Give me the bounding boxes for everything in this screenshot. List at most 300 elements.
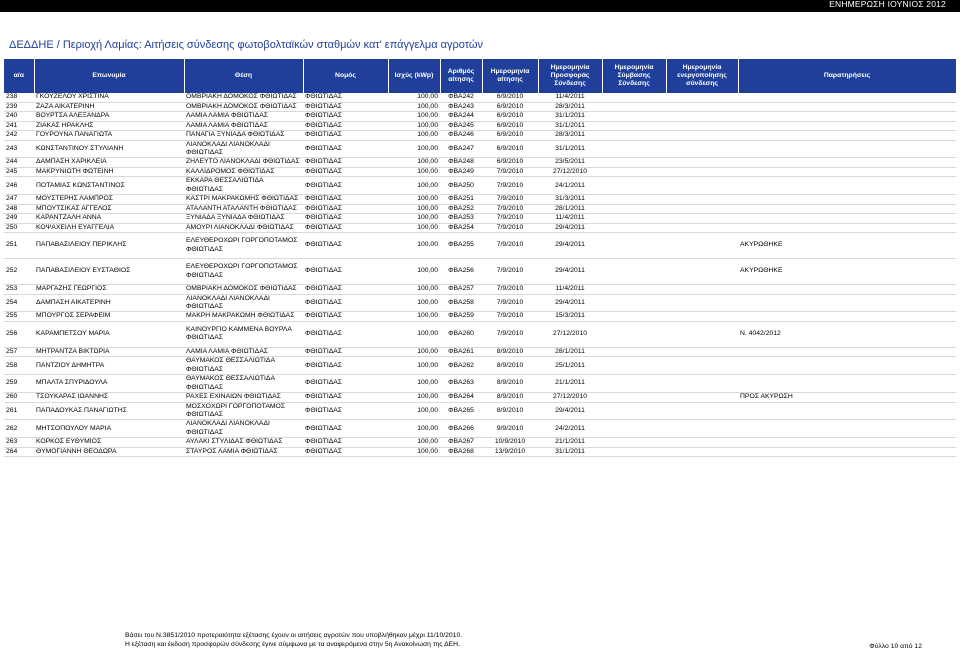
- table-row: [4, 285, 956, 295]
- cell-activation-date: [666, 121, 738, 131]
- cell-name: ΜΑΚΡΥΝΙΩΤΗ ΦΩΤΕΙΝΗ: [34, 167, 184, 177]
- cell-power: 100,00: [388, 214, 440, 224]
- cell-activation-date: [666, 402, 738, 420]
- table-row: [4, 259, 956, 285]
- cell-activation-date: [666, 131, 738, 141]
- cell-aa: 242: [4, 131, 34, 141]
- cell-notes: [738, 402, 956, 420]
- cell-aa: 243: [4, 140, 34, 158]
- col-header-app-date: Ημερομηνία αίτησης: [482, 59, 538, 93]
- cell-activation-date: [666, 294, 738, 312]
- cell-name: ΤΣΟΥΚΑΡΑΣ ΙΩΑΝΝΗΣ: [34, 393, 184, 403]
- cell-name: ΜΟΥΣΤΕΡΗΣ ΛΑΜΠΡΟΣ: [34, 195, 184, 205]
- footer-line-1: Βάσει του Ν.3851/2010 προτεραιότητα εξέτασης έχουν οι αιτήσεις αγροτών που υποβλήθηκαν μέχρι 11/10/2010.: [125, 632, 463, 639]
- cell-contract-date: [602, 167, 666, 177]
- cell-aa: 250: [4, 223, 34, 233]
- table-row: [4, 375, 956, 393]
- table-row: [4, 158, 956, 168]
- cell-activation-date: [666, 312, 738, 322]
- col-header-name: Επωνυμία: [34, 59, 184, 93]
- cell-location: ΑΤΑΛΑΝΤΗ ΑΤΑΛΑΝΤΗ ΦΘΙΩΤΙΔΑΣ: [184, 204, 303, 214]
- cell-app-number: ΦΒΑ263: [440, 375, 482, 393]
- cell-notes: ΑΚΥΡΩΘΗΚΕ: [738, 259, 956, 285]
- cell-location: ΜΑΚΡΗ ΜΑΚΡΑΚΩΜΗ ΦΘΙΩΤΙΔΑΣ: [184, 312, 303, 322]
- cell-contract-date: [602, 102, 666, 112]
- cell-contract-date: [602, 233, 666, 259]
- cell-app-number: ΦΒΑ243: [440, 102, 482, 112]
- cell-prefecture: ΦΘΙΩΤΙΔΑΣ: [303, 402, 388, 420]
- cell-offer-date: 25/1/2011: [538, 357, 602, 375]
- cell-location: ΕΛΕΥΘΕΡΟΧΩΡΙ ΓΟΡΓΟΠΟΤΑΜΟΣ ΦΘΙΩΤΙΔΑΣ: [184, 259, 303, 285]
- cell-power: 100,00: [388, 312, 440, 322]
- cell-power: 100,00: [388, 347, 440, 357]
- table-row: [4, 167, 956, 177]
- cell-power: 100,00: [388, 233, 440, 259]
- cell-name: ΠΑΝΤΖΙΟΥ ΔΗΜΗΤΡΑ: [34, 357, 184, 375]
- page-number: Φύλλο 10 από 12: [869, 643, 922, 650]
- table-row: [4, 177, 956, 195]
- cell-contract-date: [602, 447, 666, 457]
- cell-notes: [738, 447, 956, 457]
- cell-app-date: 6/9/2010: [482, 131, 538, 141]
- cell-notes: [738, 93, 956, 102]
- cell-aa: 253: [4, 285, 34, 295]
- cell-aa: 246: [4, 177, 34, 195]
- footer-notes: [125, 632, 462, 650]
- cell-app-date: 7/9/2010: [482, 204, 538, 214]
- cell-location: ΛΙΑΝΟΚΛΑΔΙ ΛΙΑΝΟΚΛΑΔΙ ΦΘΙΩΤΙΔΑΣ: [184, 420, 303, 438]
- cell-power: 100,00: [388, 375, 440, 393]
- cell-app-date: 6/9/2010: [482, 158, 538, 168]
- table-row: [4, 112, 956, 122]
- cell-app-number: ΦΒΑ255: [440, 233, 482, 259]
- cell-offer-date: 27/12/2010: [538, 321, 602, 347]
- cell-name: ΔΑΜΠΑΣΗ ΧΑΡΙΚΛΕΙΑ: [34, 158, 184, 168]
- cell-power: 100,00: [388, 294, 440, 312]
- cell-contract-date: [602, 420, 666, 438]
- cell-prefecture: ΦΘΙΩΤΙΔΑΣ: [303, 420, 388, 438]
- cell-app-number: ΦΒΑ264: [440, 393, 482, 403]
- cell-contract-date: [602, 140, 666, 158]
- cell-activation-date: [666, 321, 738, 347]
- cell-activation-date: [666, 195, 738, 205]
- page-title: ΔΕΔΔΗΕ / Περιοχή Λαμίας: Αιτήσεις σύνδεσης φωτοβολταϊκών σταθμών κατ' επάγγελμα αγροτών: [9, 39, 484, 51]
- cell-prefecture: ΦΘΙΩΤΙΔΑΣ: [303, 438, 388, 448]
- cell-contract-date: [602, 121, 666, 131]
- cell-activation-date: [666, 167, 738, 177]
- cell-prefecture: ΦΘΙΩΤΙΔΑΣ: [303, 285, 388, 295]
- cell-location: ΘΑΥΜΑΚΟΣ ΘΕΣΣΑΛΙΩΤΙΔΑ ΦΘΙΩΤΙΔΑΣ: [184, 357, 303, 375]
- cell-prefecture: ΦΘΙΩΤΙΔΑΣ: [303, 393, 388, 403]
- cell-app-number: ΦΒΑ256: [440, 259, 482, 285]
- cell-name: ΓΟΥΡΟΥΝΑ ΠΑΝΑΓΙΩΤΑ: [34, 131, 184, 141]
- cell-name: ΒΟΥΡΤΣΑ ΑΛΕΞΑΝΔΡΑ: [34, 112, 184, 122]
- cell-power: 100,00: [388, 195, 440, 205]
- cell-offer-date: 31/1/2011: [538, 121, 602, 131]
- cell-app-number: ΦΒΑ259: [440, 312, 482, 322]
- table-row: [4, 393, 956, 403]
- cell-offer-date: 28/1/2011: [538, 347, 602, 357]
- cell-app-date: 10/9/2010: [482, 438, 538, 448]
- cell-aa: 256: [4, 321, 34, 347]
- cell-prefecture: ΦΘΙΩΤΙΔΑΣ: [303, 223, 388, 233]
- cell-offer-date: 31/3/2011: [538, 195, 602, 205]
- cell-app-date: 7/9/2010: [482, 321, 538, 347]
- cell-offer-date: 11/4/2011: [538, 285, 602, 295]
- cell-prefecture: ΦΘΙΩΤΙΔΑΣ: [303, 312, 388, 322]
- table-row: [4, 223, 956, 233]
- cell-offer-date: 11/4/2011: [538, 93, 602, 102]
- cell-app-date: 7/9/2010: [482, 195, 538, 205]
- cell-location: ΑΥΛΑΚΙ ΣΤΥΛΙΔΑΣ ΦΘΙΩΤΙΔΑΣ: [184, 438, 303, 448]
- cell-location: ΟΜΒΡΙΑΚΗ ΔΟΜΟΚΟΣ ΦΘΙΩΤΙΔΑΣ: [184, 102, 303, 112]
- cell-app-number: ΦΒΑ245: [440, 121, 482, 131]
- cell-location: ΟΜΒΡΙΑΚΗ ΔΟΜΟΚΟΣ ΦΘΙΩΤΙΔΑΣ: [184, 285, 303, 295]
- cell-contract-date: [602, 214, 666, 224]
- cell-power: 100,00: [388, 102, 440, 112]
- cell-aa: 262: [4, 420, 34, 438]
- cell-app-number: ΦΒΑ242: [440, 93, 482, 102]
- cell-offer-date: 31/1/2011: [538, 140, 602, 158]
- cell-contract-date: [602, 177, 666, 195]
- table-row: [4, 294, 956, 312]
- cell-name: ΜΠΑΛΤΑ ΣΠΥΡΙΔΟΥΛΑ: [34, 375, 184, 393]
- cell-contract-date: [602, 158, 666, 168]
- cell-prefecture: ΦΘΙΩΤΙΔΑΣ: [303, 121, 388, 131]
- cell-app-number: ΦΒΑ250: [440, 177, 482, 195]
- cell-power: 100,00: [388, 447, 440, 457]
- cell-notes: Ν. 4042/2012: [738, 321, 956, 347]
- cell-notes: [738, 112, 956, 122]
- cell-power: 100,00: [388, 93, 440, 102]
- cell-notes: [738, 347, 956, 357]
- table-row: [4, 195, 956, 205]
- cell-activation-date: [666, 204, 738, 214]
- cell-aa: 261: [4, 402, 34, 420]
- cell-location: ΜΟΣΧΟΧΩΡΙ ΓΟΡΓΟΠΟΤΑΜΟΣ ΦΘΙΩΤΙΔΑΣ: [184, 402, 303, 420]
- cell-name: ΜΗΤΡΑΝΤΖΑ ΒΙΚΤΩΡΙΑ: [34, 347, 184, 357]
- cell-prefecture: ΦΘΙΩΤΙΔΑΣ: [303, 321, 388, 347]
- cell-offer-date: 24/2/2011: [538, 420, 602, 438]
- cell-aa: 264: [4, 447, 34, 457]
- cell-app-date: 7/9/2010: [482, 223, 538, 233]
- cell-notes: [738, 438, 956, 448]
- cell-notes: [738, 158, 956, 168]
- cell-location: ΛΑΜΙΑ ΛΑΜΙΑ ΦΘΙΩΤΙΔΑΣ: [184, 121, 303, 131]
- cell-power: 100,00: [388, 158, 440, 168]
- cell-name: ΜΑΡΓΑΖΗΣ ΓΕΩΡΓΙΟΣ: [34, 285, 184, 295]
- cell-power: 100,00: [388, 177, 440, 195]
- footer-line-2: Η εξέταση και έκδοση προσφορών σύνδεσης έγινε σύμφωνα με τα αναφερόμενα στην 5η Ανακοίνωση της ΔΕΗ.: [125, 640, 460, 648]
- cell-aa: 251: [4, 233, 34, 259]
- cell-aa: 263: [4, 438, 34, 448]
- cell-prefecture: ΦΘΙΩΤΙΔΑΣ: [303, 102, 388, 112]
- cell-app-date: 9/9/2010: [482, 420, 538, 438]
- cell-prefecture: ΦΘΙΩΤΙΔΑΣ: [303, 357, 388, 375]
- table-row: [4, 447, 956, 457]
- cell-power: 100,00: [388, 402, 440, 420]
- col-header-contract-date: Ημερομηνία Σύμβασης Σύνδεσης: [602, 59, 666, 93]
- cell-offer-date: 29/4/2011: [538, 223, 602, 233]
- cell-offer-date: 23/5/2011: [538, 158, 602, 168]
- cell-notes: ΠΡΟΣ ΑΚΥΡΩΣΗ: [738, 393, 956, 403]
- cell-activation-date: [666, 158, 738, 168]
- cell-location: ΑΜΟΥΡΙ ΛΙΑΝΟΚΛΑΔΙ ΦΘΙΩΤΙΔΑΣ: [184, 223, 303, 233]
- cell-aa: 260: [4, 393, 34, 403]
- cell-app-date: 7/9/2010: [482, 167, 538, 177]
- cell-prefecture: ΦΘΙΩΤΙΔΑΣ: [303, 259, 388, 285]
- cell-app-date: 8/9/2010: [482, 375, 538, 393]
- table-row: [4, 402, 956, 420]
- cell-aa: 254: [4, 294, 34, 312]
- cell-activation-date: [666, 357, 738, 375]
- cell-app-number: ΦΒΑ254: [440, 223, 482, 233]
- cell-prefecture: ΦΘΙΩΤΙΔΑΣ: [303, 140, 388, 158]
- cell-app-date: 7/9/2010: [482, 312, 538, 322]
- cell-aa: 245: [4, 167, 34, 177]
- cell-activation-date: [666, 375, 738, 393]
- cell-notes: [738, 167, 956, 177]
- cell-app-number: ΦΒΑ267: [440, 438, 482, 448]
- cell-activation-date: [666, 112, 738, 122]
- table-row: [4, 438, 956, 448]
- cell-app-date: 7/9/2010: [482, 233, 538, 259]
- cell-prefecture: ΦΘΙΩΤΙΔΑΣ: [303, 167, 388, 177]
- cell-prefecture: ΦΘΙΩΤΙΔΑΣ: [303, 131, 388, 141]
- cell-aa: 257: [4, 347, 34, 357]
- cell-notes: [738, 312, 956, 322]
- cell-offer-date: 31/1/2011: [538, 447, 602, 457]
- cell-notes: [738, 195, 956, 205]
- cell-aa: 241: [4, 121, 34, 131]
- cell-app-number: ΦΒΑ268: [440, 447, 482, 457]
- cell-app-number: ΦΒΑ248: [440, 158, 482, 168]
- cell-contract-date: [602, 131, 666, 141]
- cell-contract-date: [602, 438, 666, 448]
- cell-prefecture: ΦΘΙΩΤΙΔΑΣ: [303, 112, 388, 122]
- col-header-notes: Παρατηρήσεις: [738, 59, 956, 93]
- cell-name: ΚΩΝΣΤΑΝΤΙΝΟΥ ΣΤΥΛΙΑΝΗ: [34, 140, 184, 158]
- table-row: [4, 93, 956, 102]
- cell-notes: [738, 223, 956, 233]
- table-row: [4, 140, 956, 158]
- cell-power: 100,00: [388, 285, 440, 295]
- cell-power: 100,00: [388, 393, 440, 403]
- table-header-row: [4, 59, 956, 93]
- cell-location: ΛΑΜΙΑ ΛΑΜΙΑ ΦΘΙΩΤΙΔΑΣ: [184, 112, 303, 122]
- cell-location: ΕΚΚΑΡΑ ΘΕΣΣΑΛΙΩΤΙΔΑ ΦΘΙΩΤΙΔΑΣ: [184, 177, 303, 195]
- cell-power: 100,00: [388, 259, 440, 285]
- cell-power: 100,00: [388, 438, 440, 448]
- col-header-prefecture: Νομός: [303, 59, 388, 93]
- cell-contract-date: [602, 195, 666, 205]
- cell-app-number: ΦΒΑ251: [440, 195, 482, 205]
- cell-contract-date: [602, 393, 666, 403]
- cell-aa: 258: [4, 357, 34, 375]
- cell-location: ΠΑΝΑΓΙΑ ΞΥΝΙΑΔΑ ΦΘΙΩΤΙΔΑΣ: [184, 131, 303, 141]
- cell-location: ΞΥΝΙΑΔΑ ΞΥΝΙΑΔΑ ΦΘΙΩΤΙΔΑΣ: [184, 214, 303, 224]
- cell-activation-date: [666, 233, 738, 259]
- cell-prefecture: ΦΘΙΩΤΙΔΑΣ: [303, 375, 388, 393]
- cell-power: 100,00: [388, 140, 440, 158]
- cell-location: ΟΜΒΡΙΑΚΗ ΔΟΜΟΚΟΣ ΦΘΙΩΤΙΔΑΣ: [184, 93, 303, 102]
- cell-name: ΜΠΟΥΤΣΙΚΑΣ ΑΓΓΕΛΟΣ: [34, 204, 184, 214]
- cell-name: ΚΟΨΑΧΕΙΛΗ ΕΥΑΓΓΕΛΙΑ: [34, 223, 184, 233]
- table-row: [4, 357, 956, 375]
- cell-contract-date: [602, 321, 666, 347]
- cell-name: ΚΟΡΚΟΣ ΕΥΘΥΜΙΟΣ: [34, 438, 184, 448]
- cell-prefecture: ΦΘΙΩΤΙΔΑΣ: [303, 347, 388, 357]
- cell-contract-date: [602, 347, 666, 357]
- cell-name: ΜΠΟΥΡΓΟΣ ΣΕΡΑΦΕΙΜ: [34, 312, 184, 322]
- cell-aa: 247: [4, 195, 34, 205]
- cell-power: 100,00: [388, 321, 440, 347]
- cell-app-number: ΦΒΑ247: [440, 140, 482, 158]
- cell-offer-date: 21/1/2011: [538, 438, 602, 448]
- cell-prefecture: ΦΘΙΩΤΙΔΑΣ: [303, 233, 388, 259]
- cell-name: ΠΑΠΑΒΑΣΙΛΕΙΟΥ ΕΥΣΤΑΘΙΟΣ: [34, 259, 184, 285]
- cell-offer-date: 29/4/2011: [538, 294, 602, 312]
- cell-power: 100,00: [388, 167, 440, 177]
- table-row: [4, 420, 956, 438]
- cell-activation-date: [666, 438, 738, 448]
- cell-notes: [738, 204, 956, 214]
- table-body: [4, 93, 956, 457]
- cell-app-date: 7/9/2010: [482, 214, 538, 224]
- col-header-offer-date: Ημερομηνία Προσφοράς Σύνδεσης: [538, 59, 602, 93]
- cell-contract-date: [602, 204, 666, 214]
- cell-app-date: 8/9/2010: [482, 357, 538, 375]
- cell-name: ΓΚΟΥΖΕΛΟΥ ΧΡΙΣΤΙΝΑ: [34, 93, 184, 102]
- table-row: [4, 233, 956, 259]
- cell-aa: 252: [4, 259, 34, 285]
- col-header-location: Θέση: [184, 59, 303, 93]
- table-row: [4, 102, 956, 112]
- cell-app-number: ΦΒΑ261: [440, 347, 482, 357]
- cell-power: 100,00: [388, 112, 440, 122]
- cell-prefecture: ΦΘΙΩΤΙΔΑΣ: [303, 294, 388, 312]
- cell-power: 100,00: [388, 121, 440, 131]
- cell-app-date: 8/9/2010: [482, 402, 538, 420]
- cell-contract-date: [602, 285, 666, 295]
- cell-app-number: ΦΒΑ262: [440, 357, 482, 375]
- cell-offer-date: 21/1/2011: [538, 375, 602, 393]
- cell-app-number: ΦΒΑ266: [440, 420, 482, 438]
- cell-app-number: ΦΒΑ246: [440, 131, 482, 141]
- cell-app-date: 8/9/2010: [482, 393, 538, 403]
- cell-name: ΔΑΜΠΑΣΗ ΑΙΚΑΤΕΡΙΝΗ: [34, 294, 184, 312]
- cell-app-date: 6/9/2010: [482, 121, 538, 131]
- cell-prefecture: ΦΘΙΩΤΙΔΑΣ: [303, 158, 388, 168]
- cell-aa: 259: [4, 375, 34, 393]
- cell-name: ΠΑΠΑΒΑΣΙΛΕΙΟΥ ΠΕΡΙΚΛΗΣ: [34, 233, 184, 259]
- cell-app-number: ΦΒΑ260: [440, 321, 482, 347]
- cell-aa: 239: [4, 102, 34, 112]
- cell-notes: ΑΚΥΡΩΘΗΚΕ: [738, 233, 956, 259]
- cell-app-date: 7/9/2010: [482, 294, 538, 312]
- cell-offer-date: 11/4/2011: [538, 214, 602, 224]
- col-header-aa: α/α: [4, 59, 34, 93]
- cell-name: ΖΑΖΑ ΑΙΚΑΤΕΡΙΝΗ: [34, 102, 184, 112]
- cell-app-date: 13/9/2010: [482, 447, 538, 457]
- cell-prefecture: ΦΘΙΩΤΙΔΑΣ: [303, 447, 388, 457]
- cell-name: ΖΙΑΚΑΣ ΗΡΑΚΛΗΣ: [34, 121, 184, 131]
- cell-notes: [738, 131, 956, 141]
- cell-app-number: ΦΒΑ265: [440, 402, 482, 420]
- cell-name: ΚΑΡΑΜΠΕΤΣΟΥ ΜΑΡΙΑ: [34, 321, 184, 347]
- cell-notes: [738, 294, 956, 312]
- cell-offer-date: 31/1/2011: [538, 112, 602, 122]
- cell-prefecture: ΦΘΙΩΤΙΔΑΣ: [303, 204, 388, 214]
- table-row: [4, 214, 956, 224]
- cell-app-number: ΦΒΑ257: [440, 285, 482, 295]
- table-row: [4, 321, 956, 347]
- cell-location: ΚΑΣΤΡΙ ΜΑΚΡΑΚΩΜΗΣ ΦΘΙΩΤΙΔΑΣ: [184, 195, 303, 205]
- cell-contract-date: [602, 357, 666, 375]
- cell-aa: 255: [4, 312, 34, 322]
- cell-offer-date: 24/1/2011: [538, 177, 602, 195]
- col-header-power: Ισχύς (kWp): [388, 59, 440, 93]
- cell-activation-date: [666, 102, 738, 112]
- cell-app-number: ΦΒΑ252: [440, 204, 482, 214]
- cell-app-number: ΦΒΑ258: [440, 294, 482, 312]
- cell-prefecture: ΦΘΙΩΤΙΔΑΣ: [303, 177, 388, 195]
- cell-notes: [738, 121, 956, 131]
- cell-notes: [738, 420, 956, 438]
- cell-power: 100,00: [388, 204, 440, 214]
- cell-notes: [738, 102, 956, 112]
- cell-power: 100,00: [388, 357, 440, 375]
- cell-contract-date: [602, 223, 666, 233]
- cell-contract-date: [602, 402, 666, 420]
- cell-aa: 244: [4, 158, 34, 168]
- cell-name: ΠΟΤΑΜΙΑΣ ΚΩΝΣΤΑΝΤΙΝΟΣ: [34, 177, 184, 195]
- cell-contract-date: [602, 259, 666, 285]
- cell-notes: [738, 357, 956, 375]
- cell-contract-date: [602, 294, 666, 312]
- cell-app-date: 7/9/2010: [482, 177, 538, 195]
- cell-offer-date: 27/12/2010: [538, 167, 602, 177]
- cell-activation-date: [666, 140, 738, 158]
- cell-activation-date: [666, 447, 738, 457]
- cell-activation-date: [666, 177, 738, 195]
- cell-activation-date: [666, 259, 738, 285]
- cell-offer-date: 15/3/2011: [538, 312, 602, 322]
- cell-notes: [738, 214, 956, 224]
- cell-location: ΚΑΙΝΟΥΡΓΙΟ ΚΑΜΜΕΝΑ ΒΟΥΡΛΑ ΦΘΙΩΤΙΔΑΣ: [184, 321, 303, 347]
- cell-prefecture: ΦΘΙΩΤΙΔΑΣ: [303, 93, 388, 102]
- cell-app-date: 6/9/2010: [482, 102, 538, 112]
- cell-prefecture: ΦΘΙΩΤΙΔΑΣ: [303, 195, 388, 205]
- cell-contract-date: [602, 375, 666, 393]
- table-row: [4, 131, 956, 141]
- cell-notes: [738, 375, 956, 393]
- cell-app-date: 6/9/2010: [482, 93, 538, 102]
- cell-app-number: ΦΒΑ253: [440, 214, 482, 224]
- cell-contract-date: [602, 93, 666, 102]
- cell-offer-date: 27/12/2010: [538, 393, 602, 403]
- cell-name: ΚΑΡΑΝΤΖΑΛΗ ΑΝΝΑ: [34, 214, 184, 224]
- table-row: [4, 204, 956, 214]
- col-header-app-number: Αριθμός αίτησης: [440, 59, 482, 93]
- table-row: [4, 347, 956, 357]
- cell-activation-date: [666, 93, 738, 102]
- cell-offer-date: 29/4/2011: [538, 233, 602, 259]
- cell-power: 100,00: [388, 223, 440, 233]
- cell-app-date: 6/9/2010: [482, 112, 538, 122]
- cell-aa: 238: [4, 93, 34, 102]
- cell-contract-date: [602, 312, 666, 322]
